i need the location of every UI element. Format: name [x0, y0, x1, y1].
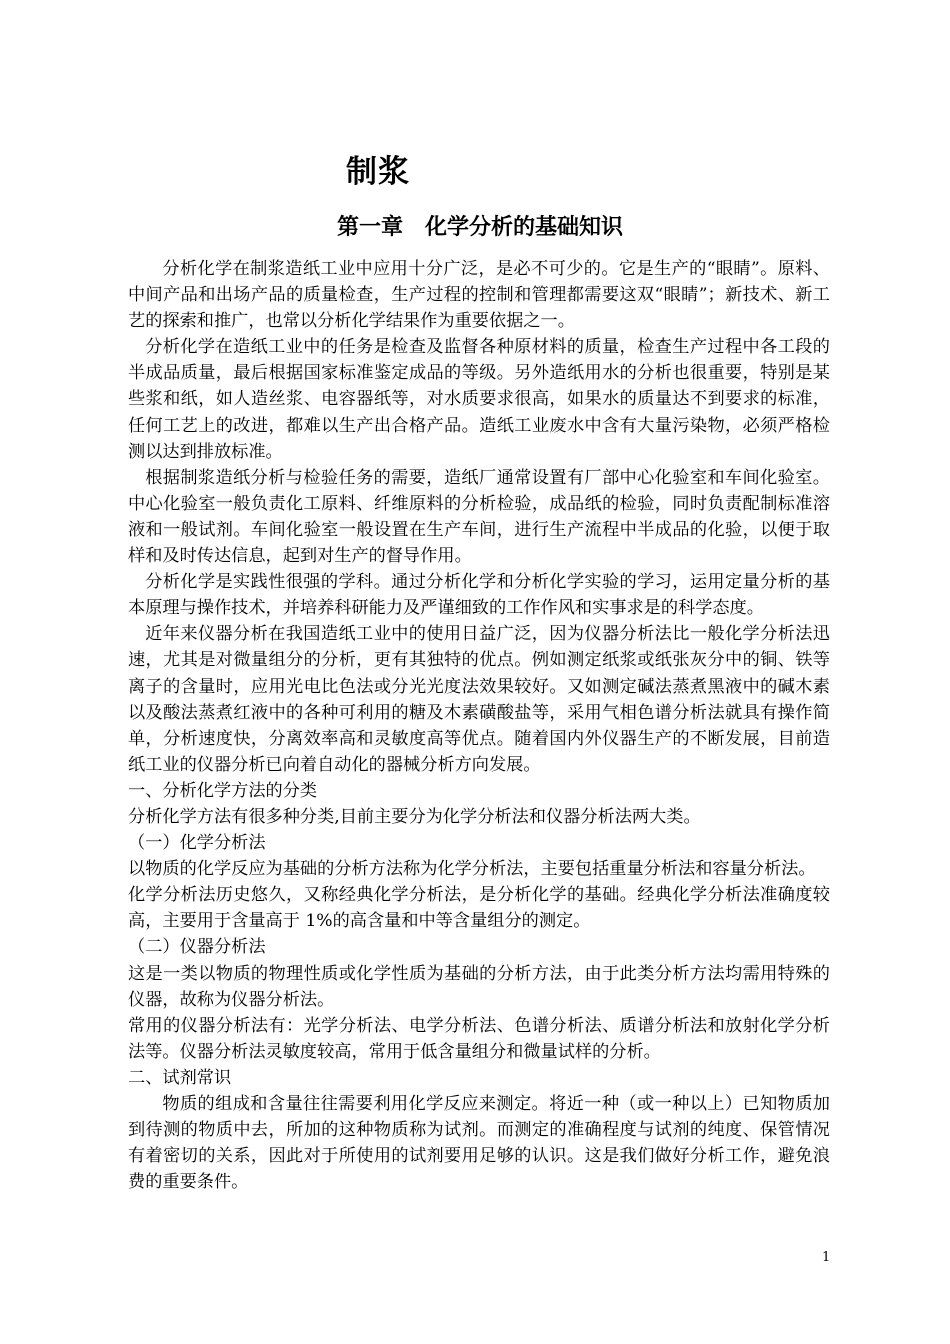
paragraph-practice: 分析化学是实践性很强的学科。通过分析化学和分析化学实验的学习，运用定量分析的基本原理与操作技术，并培养科研能力及严谨细致的工作作风和实事求是的科学态度。	[128, 572, 830, 619]
paragraph-chemical-definition: 以物质的化学反应为基础的分析方法称为化学分析法，主要包括重量分析法和容量分析法。	[128, 859, 816, 880]
subheading-chemical-analysis: （一）化学分析法	[128, 833, 266, 854]
subheading-instrumental-analysis: （二）仪器分析法	[128, 937, 266, 958]
chapter-title: 第一章 化学分析的基础知识	[336, 215, 623, 240]
paragraph-chemical-history: 化学分析法历史悠久，又称经典化学分析法，是分析化学的基础。经典化学分析法准确度较高，主要用于含量高于 1%的高含量和中等含量组分的测定。	[128, 885, 830, 932]
paragraph-classification: 分析化学方法有很多种分类,目前主要分为化学分析法和仪器分析法两大类。	[128, 806, 701, 827]
page-number: 1	[822, 1250, 831, 1265]
paragraph-instrumental: 近年来仪器分析在我国造纸工业中的使用日益广泛，因为仪器分析法比一般化学分析法迅速，尤其是对微量组分的分析，更有其独特的优点。例如测定纸浆或纸张灰分中的铜、铁等离子的含量时，应用光电比色法或分光光度法效果较好。又如测定碱法蒸煮黑液中的碱木素以及酸法蒸煮红液中的各种可利用的糖及木素磺酸盐等，采用气相色谱分析法就具有操作简单，分析速度快，分离效率高和灵敏度高等优点。随着国内外仪器生产的不断发展，目前造纸工业的仪器分析已向着自动化的器械分析方向发展。	[128, 624, 830, 775]
paragraph-instrumental-methods: 常用的仪器分析法有：光学分析法、电学分析法、色谱分析法、质谱分析法和放射化学分析法等。仪器分析法灵敏度较高，常用于低含量组分和微量试样的分析。	[128, 1015, 830, 1062]
paragraph-reagents: 物质的组成和含量往往需要利用化学反应来测定。将近一种（或一种以上）已知物质加到待测的物质中去，所加的这种物质称为试剂。而测定的准确程度与试剂的纯度、保管情况有着密切的关系，因此对于所使用的试剂要用足够的认识。这是我们做好分析工作，避免浪费的重要条件。	[128, 1094, 830, 1193]
section-heading-classification: 一、分析化学方法的分类	[128, 780, 318, 801]
paragraph-intro: 分析化学在制浆造纸工业中应用十分广泛，是必不可少的。它是生产的“眼睛”。原料、中间产品和出场产品的质量检查，生产过程的控制和管理都需要这双“眼睛”；新技术、新工艺的探索和推广，也常以分析化学结果作为重要依据之一。	[128, 259, 830, 332]
paragraph-tasks: 分析化学在造纸工业中的任务是检查及监督各种原材料的质量，检查生产过程中各工段的半成品质量，最后根据国家标准鉴定成品的等级。另外造纸用水的分析也很重要，特别是某些浆和纸，如人造丝浆、电容器纸等，对水质要求很高，如果水的质量达不到要求的标准，任何工艺上的改进，都难以生产出合格产品。造纸工业废水中含有大量污染物，必须严格检测以达到排放标准。	[128, 337, 830, 462]
paragraph-instrumental-definition: 这是一类以物质的物理性质或化学性质为基础的分析方法，由于此类分析方法均需用特殊的仪器，故称为仪器分析法。	[128, 963, 830, 1010]
paragraph-labs: 根据制浆造纸分析与检验任务的需要，造纸厂通常设置有厂部中心化验室和车间化验室。中心化验室一般负责化工原料、纤维原料的分析检验，成品纸的检验，同时负责配制标准溶液和一般试剂。车间化验室一般设置在生产车间，进行生产流程中半成品的化验，以便于取样和及时传达信息，起到对生产的督导作用。	[128, 467, 830, 567]
document-body	[128, 256, 830, 1195]
document-title: 制浆	[346, 154, 410, 190]
section-heading-reagents: 二、试剂常识	[128, 1067, 232, 1088]
